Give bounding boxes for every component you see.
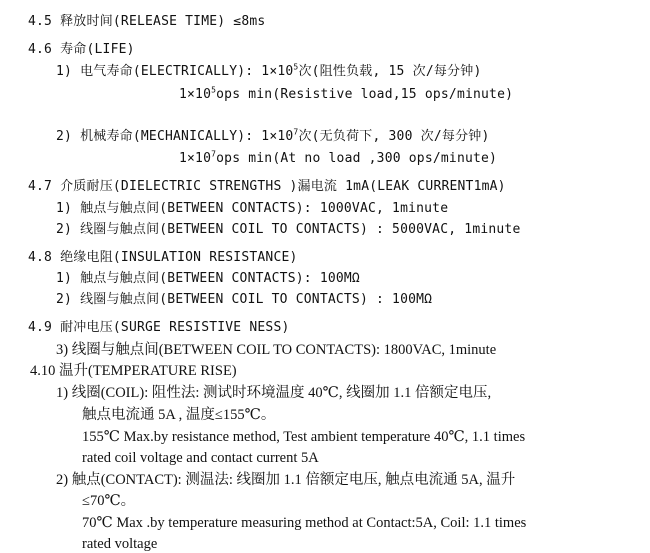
temp-coil-en-2: rated coil voltage and contact current 5A: [82, 450, 319, 466]
section-4-6-heading: 4.6 寿命(LIFE): [28, 42, 135, 57]
insulation-contacts: 1) 触点与触点间(BETWEEN CONTACTS): 100MΩ: [56, 271, 360, 286]
dielectric-contacts: 1) 触点与触点间(BETWEEN CONTACTS): 1000VAC, 1minute: [56, 201, 449, 216]
insulation-coil-contacts: 2) 线圈与触点间(BETWEEN COIL TO CONTACTS) : 100MΩ: [56, 292, 433, 307]
section-4-5-heading: 4.5 释放时间(RELEASE TIME) ≤8ms: [28, 14, 266, 29]
temp-coil-zh-2: 触点电流通 5A , 温度≤155℃。: [82, 407, 276, 423]
section-4-9-heading: 4.9 耐冲电压(SURGE RESISTIVE NESS): [28, 320, 290, 335]
temp-coil-en-1: 155℃ Max.by resistance method, Test ambient temperature 40℃, 1.1 times: [82, 429, 526, 445]
temp-contact-zh-1: 2) 触点(CONTACT): 测温法: 线圈加 1.1 倍额定电压, 触点电流通 5A, 温升: [56, 472, 516, 488]
section-4-8-heading: 4.8 绝缘电阻(INSULATION RESISTANCE): [28, 250, 298, 265]
dielectric-coil-contacts: 2) 线圈与触点间(BETWEEN COIL TO CONTACTS) : 5000VAC, 1minute: [56, 222, 521, 237]
temp-contact-en-1: 70℃ Max .by temperature measuring method at Contact:5A, Coil: 1.1 times: [82, 515, 527, 531]
life-electrical-en: $1\times 10^5ops$ min(Resistive load,15 ops/minute): [179, 85, 514, 102]
section-4-10-heading: 4.10 温升(TEMPERATURE RISE): [30, 363, 237, 379]
temp-contact-en-2: rated voltage: [82, 536, 158, 552]
life-electrical-zh: 1) 电气寿命(ELECTRICALLY): $1\times 10^5$次(阻性负载, 15 次/每分钟): [56, 62, 482, 79]
temp-contact-zh-2: ≤70℃。: [82, 493, 136, 509]
temp-coil-zh-1: 1) 线圈(COIL): 阻性法: 测试时环境温度 40℃, 线圈加 1.1 倍额定电压,: [56, 385, 492, 401]
section-4-7-heading: 4.7 介质耐压(DIELECTRIC STRENGTHS )漏电流 1mA(LEAK CURRENT1mA): [28, 179, 506, 194]
life-mechanical-zh: 2) 机械寿命(MECHANICALLY): $1\times 10^7$次(无负荷下, 300 次/每分钟): [56, 127, 490, 144]
surge-coil-contacts: 3) 线圈与触点间(BETWEEN COIL TO CONTACTS): 1800VAC, 1minute: [56, 342, 497, 358]
life-mechanical-en: $1\times 10^7ops$ min(At no load ,300 ops/minute): [179, 149, 498, 166]
